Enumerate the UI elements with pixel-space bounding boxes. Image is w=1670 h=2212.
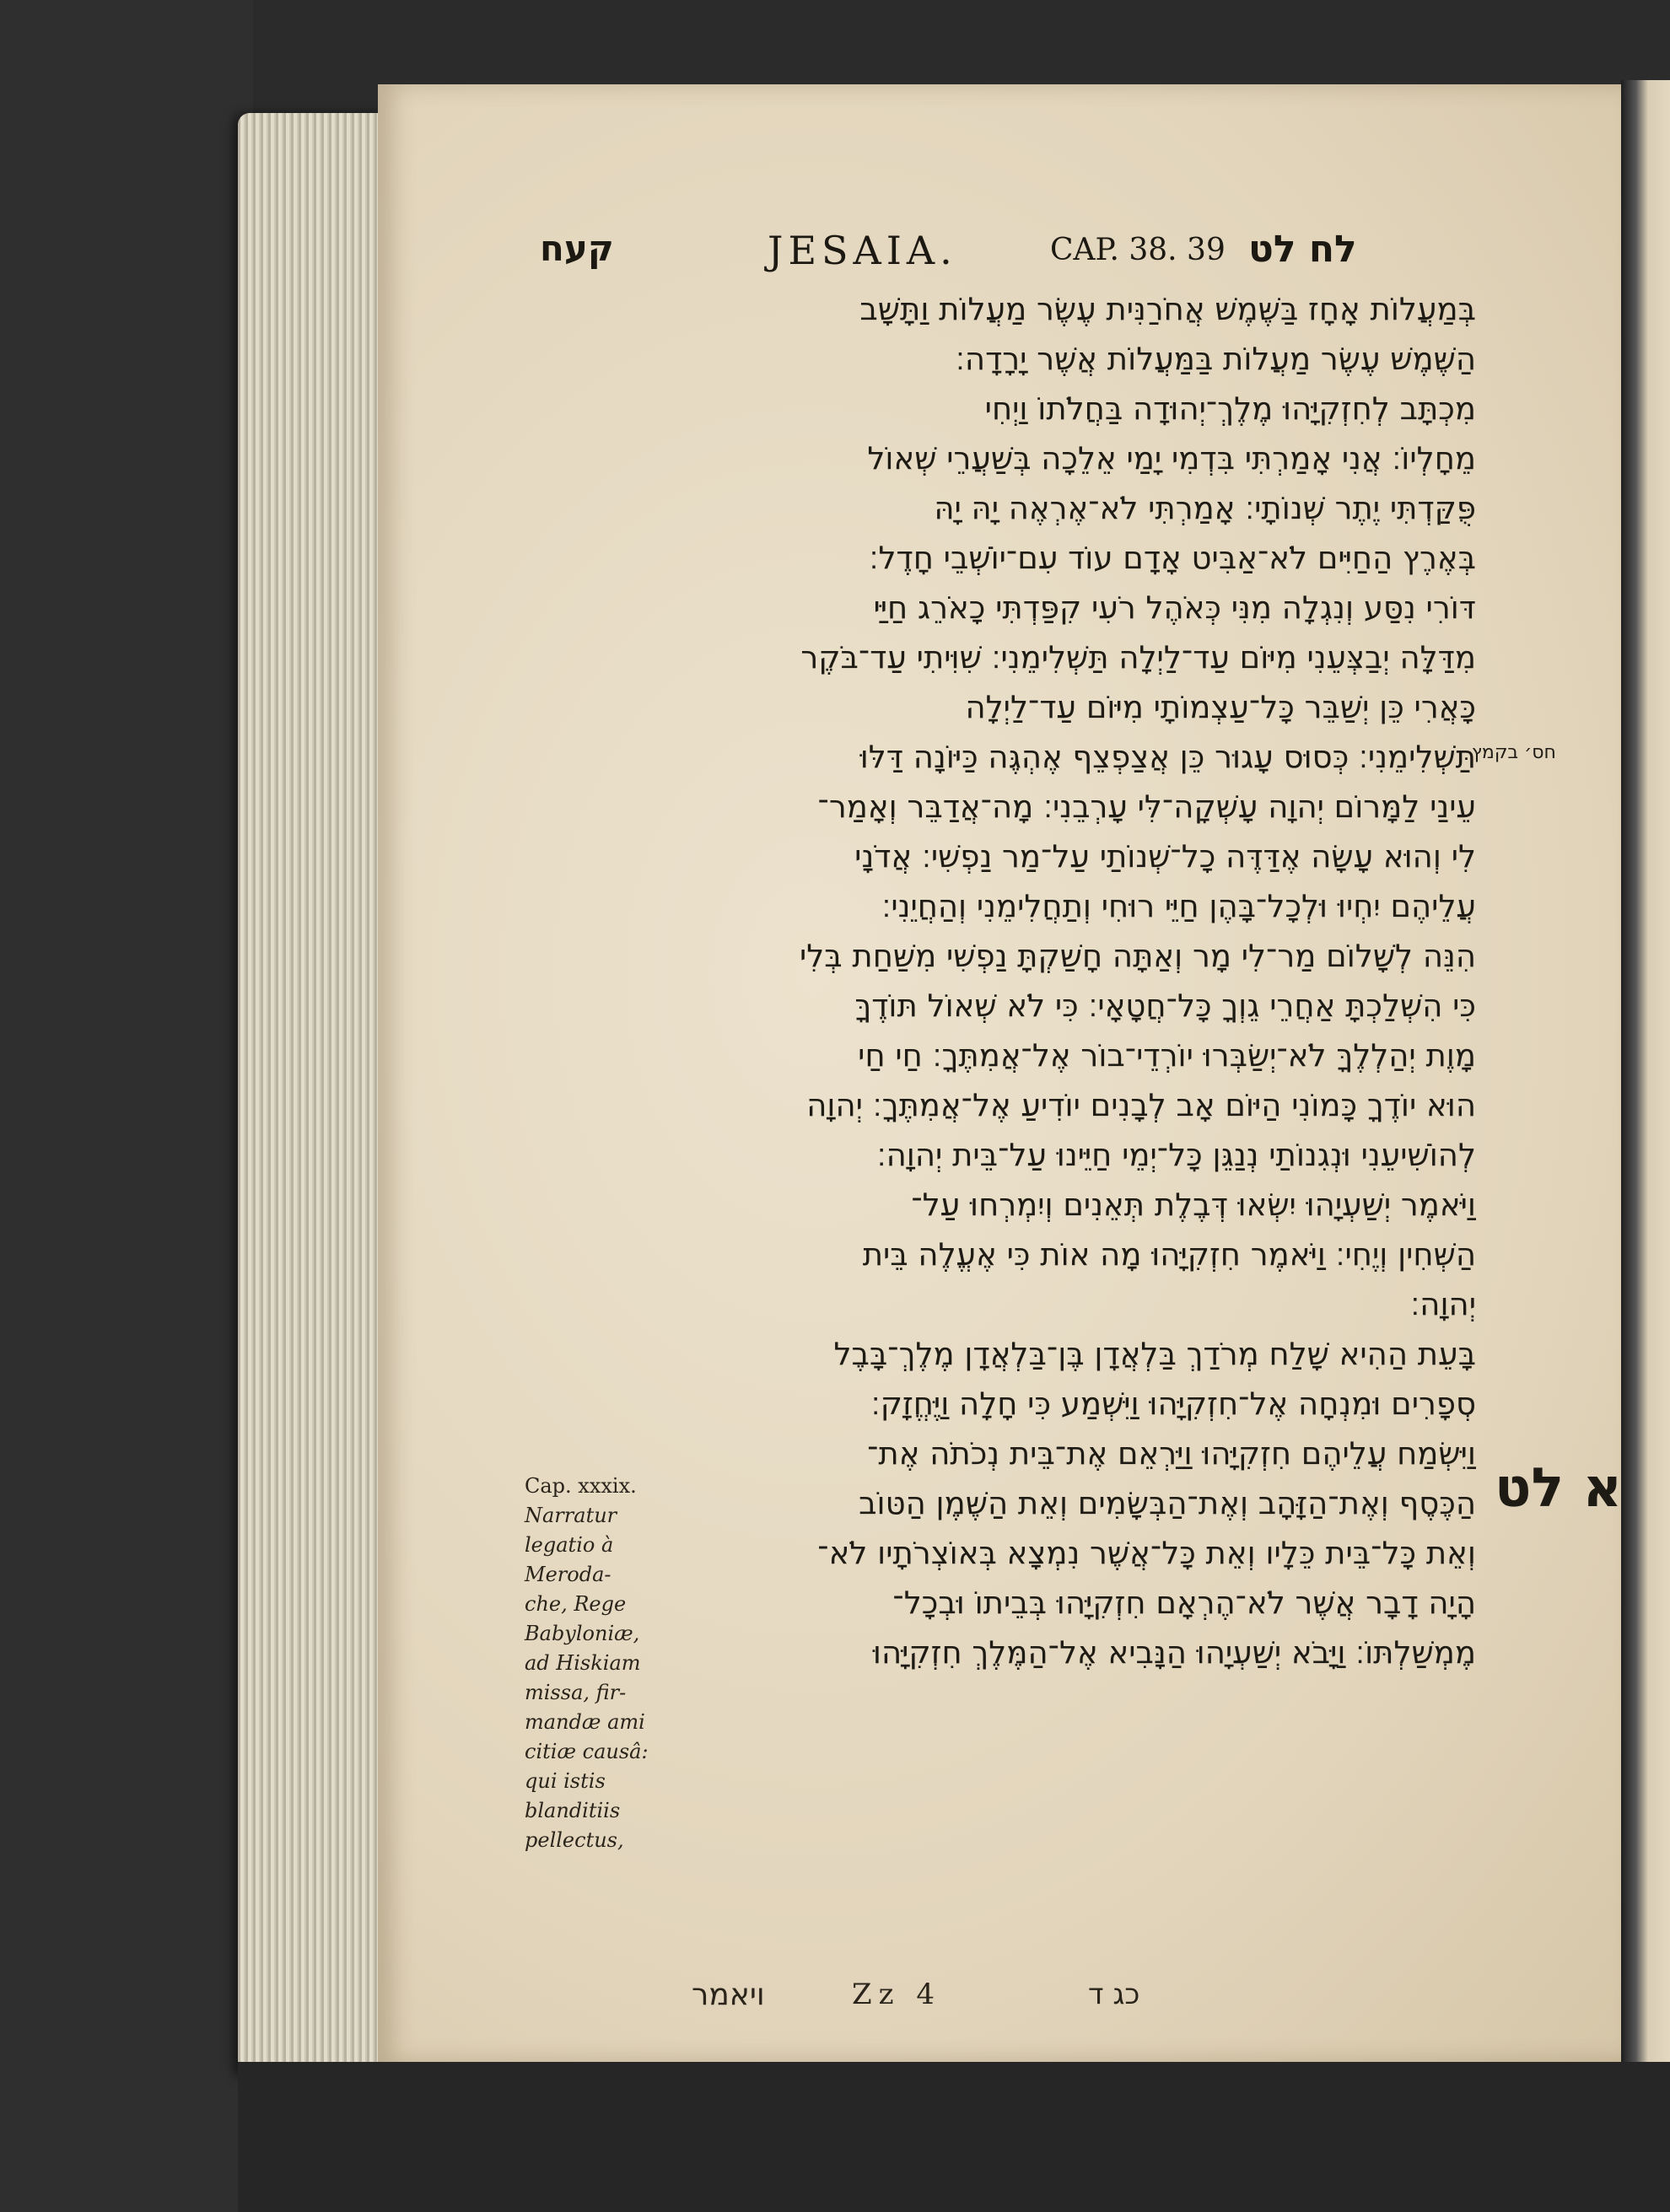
hebrew-line-text: בָּעֵת הַהִיא שָׁלַח מְרֹדַךְ בַּלְאֲדָן בֶּן־בַּלְאֲדָן מֶלֶךְ־בָּבֶל [833,1336,1476,1372]
hebrew-line-text: הַשֶּׁמֶשׁ עֶשֶׂר מַעֲלוֹת בַּמַּעֲלוֹת אֲשֶׁר יָרָדָה׃ [956,341,1476,377]
hebrew-line-text: מָוֶת יְהַלְלֶךָּ לֹא־יְשַׂבְּרוּ יוֹרְדֵי־בוֹר אֶל־אֲמִתֶּךָ׃ חַי חַי [858,1037,1476,1074]
book-gutter [1621,80,1670,2087]
hebrew-line-text: הִנֵּה לְשָׁלוֹם מַר־לִי מָר וְאַתָּה חָשַׁקְתָּ נַפְשִׁי מִשַּׁחַת בְּלִי [799,938,1476,974]
hebrew-line-text: תַּשְׁלִימֵנִי׃ כְּסוּס עָגוּר כֵּן אֲצַפְצֵף אֶהְגֶּה כַּיּוֹנָה דַּלּוּ [859,739,1476,775]
hebrew-line-text: עֵינַי לַמָּרוֹם יְהוָה עָשְׁקָה־לִּי עָרְבֵנִי׃ מָה־אֲדַבֵּר וְאָמַר־ [817,788,1476,825]
side-note-line: qui istis [525,1769,606,1793]
side-note-line: blanditiis [525,1799,621,1822]
book-title: JESAIA. [768,228,957,273]
text-line [658,1386,1476,1435]
text-line [658,1286,1476,1336]
text-line [658,1137,1476,1187]
side-note-lines [525,1501,660,1855]
text-line [658,1485,1476,1535]
signature-mark: Zz 4 [852,1978,941,2011]
side-note-line: citiæ causâ: [525,1740,649,1763]
hebrew-line-text: מֵחָלְיוֹ׃ אֲנִי אָמַרְתִּי בִּדְמִי יָמַי אֵלֵכָה בְּשַׁעֲרֵי שְׁאוֹל [867,440,1476,476]
hebrew-line-text: דּוֹרִי נִסַּע וְנִגְלָה מִנִּי כְּאֹהֶל רֹעִי קִפַּדְתִּי כָאֹרֵג חַיַּי [873,589,1476,626]
text-line [658,1585,1476,1634]
catchword: ויאמר [692,1978,765,2012]
variant-note: חס׳ בקמץ [1472,742,1556,763]
side-note-line: Babyloniæ, [525,1622,640,1645]
text-line [658,639,1476,689]
chapter-label: CAP. 38. 39 [1050,233,1226,267]
hebrew-line-text: כָּאֲרִי כֵּן יְשַׁבֵּר כָּל־עַצְמוֹתָי מִיּוֹם עַד־לַיְלָה [965,689,1476,725]
side-note-head: Cap. xxxix. [525,1474,637,1498]
text-line [658,390,1476,440]
text-line [658,888,1476,938]
text-line [658,540,1476,589]
side-note-line: ad Hiskiam [525,1651,641,1675]
text-line [658,938,1476,988]
hebrew-line-text: וַיֹּאמֶר יְשַׁעְיָהוּ יִשְׂאוּ דְּבֶלֶת תְּאֵנִים וְיִמְרְחוּ עַל־ [911,1187,1476,1223]
text-line [658,838,1476,888]
hebrew-text-block [658,291,1476,1684]
hebrew-line-text: מִכְתָּב לְחִזְקִיָּהוּ מֶלֶךְ־יְהוּדָה בַּחֲלֹתוֹ וַיְחִי [984,390,1476,427]
side-note-line: che, Rege [525,1592,627,1616]
hebrew-line-text: מִדַּלָּה יְבַצְּעֵנִי מִיּוֹם עַד־לַיְלָה תַּשְׁלִימֵנִי׃ שִׁוִּיתִי עַד־בֹּקֶר [800,639,1476,675]
hebrew-line-text: סְפָרִים וּמִנְחָה אֶל־חִזְקִיָּהוּ וַיִּשְׁמַע כִּי חָלָה וַיֶּחֱזָק׃ [870,1386,1476,1422]
text-line [658,988,1476,1037]
hebrew-line-text: פֻּקַּדְתִּי יֶתֶר שְׁנוֹתָי׃ אָמַרְתִּי לֹא־אֶרְאֶה יָהּ יָהּ [934,490,1476,526]
side-note-line: Narratur [525,1504,617,1527]
side-note [525,1472,660,1855]
text-line [658,1187,1476,1236]
text-line [658,1336,1476,1386]
side-note-line: missa, fir- [525,1681,627,1704]
hebrew-line-text: הוּא יוֹדֶךָ כָּמוֹנִי הַיּוֹם אָב לְבָנִים יוֹדִיעַ אֶל־אֲמִתֶּךָ׃ יְהוָה [806,1087,1476,1123]
hebrew-line-text: הַכֶּסֶף וְאֶת־הַזָּהָב וְאֶת־הַבְּשָׂמִים וְאֵת הַשֶּׁמֶן הַטּוֹב [859,1485,1476,1521]
text-line [658,490,1476,540]
hebrew-line-text: בְּאֶרֶץ הַחַיִּים לֹא־אַבִּיט אָדָם עוֹד עִם־יוֹשְׁבֵי חָדֶל׃ [869,540,1476,576]
text-line [658,689,1476,739]
hebrew-line-text: כִּי הִשְׁלַכְתָּ אַחֲרֵי גֵוְךָ כָּל־חֲטָאָי׃ כִּי לֹא שְׁאוֹל תּוֹדֶךָּ [854,988,1476,1024]
text-line [658,1634,1476,1684]
page-footer [692,1978,1501,2028]
side-note-line: pellectus, [525,1828,624,1852]
side-note-line: legatio à [525,1533,614,1557]
signature-hebrew: כג ד [1088,1978,1140,2011]
text-line [658,739,1476,788]
side-note-line: mandæ ami [525,1710,645,1734]
folio-hebrew: קעח [540,228,614,269]
hebrew-line-text: לְהוֹשִׁיעֵנִי וּנְגִנוֹתַי נְנַגֵּן כָּל־יְמֵי חַיֵּינוּ עַל־בֵּית יְהוָה׃ [876,1137,1476,1173]
text-line [658,1535,1476,1585]
text-line [658,1236,1476,1286]
hebrew-line-text: עֲלֵיהֶם יִחְיוּ וּלְכָל־בָּהֶן חַיֵּי רוּחִי וְתַחֲלִימֵנִי וְהַחֲיֵנִי׃ [881,888,1476,924]
hebrew-line-text: בְּמַעֲלוֹת אָחָז בַּשֶּׁמֶשׁ אֲחֹרַנִּית עֶשֶׂר מַעֲלוֹת וַתָּשָׁב [859,291,1476,327]
text-line [658,589,1476,639]
text-line [658,788,1476,838]
text-line [658,341,1476,390]
running-head [540,228,1383,287]
hebrew-line-text: הָיָה דָבָר אֲשֶׁר לֹא־הֶרְאָם חִזְקִיָּהוּ בְּבֵיתוֹ וּבְכָל־ [892,1585,1476,1621]
bottom-shadow [238,2062,1670,2212]
text-line [658,291,1476,341]
chapter-hebrew: לח לט [1248,228,1357,271]
chapter-39-marker: א לט [1495,1457,1623,1520]
background-left [0,0,253,2212]
hebrew-line-text: וַיִּשְׂמַח עֲלֵיהֶם חִזְקִיָּהוּ וַיַּרְאֵם אֶת־בֵּית נְכֹתֹה אֶת־ [867,1435,1476,1472]
text-line [658,1087,1476,1137]
hebrew-line-text: וְאֵת כָּל־בֵּית כֵּלָיו וְאֵת כָּל־אֲשֶׁר נִמְצָא בְּאוֹצְרֹתָיו לֹא־ [817,1535,1476,1571]
side-note-line: Meroda- [525,1563,611,1586]
hebrew-line-text: לִי וְהוּא עָשָׂה אֶדַּדֶּה כָל־שְׁנוֹתַי עַל־מַר נַפְשִׁי׃ אֲדֹנָי [854,838,1476,875]
page-edges [238,113,390,2078]
hebrew-line-text: הַשְּׁחִין וְיֶחִי׃ וַיֹּאמֶר חִזְקִיָּהוּ מָה אוֹת כִּי אֶעֱלֶה בֵּית [862,1236,1476,1273]
hebrew-line-text: יְהוָה׃ [1410,1286,1476,1322]
hebrew-line-text: מֶמְשַׁלְתּוֹ׃ וַיָּבֹא יְשַׁעְיָהוּ הַנָּבִיא אֶל־הַמֶּלֶךְ חִזְקִיָּהוּ [872,1634,1476,1671]
text-line [658,1037,1476,1087]
text-line [658,1435,1476,1485]
text-line [658,440,1476,490]
